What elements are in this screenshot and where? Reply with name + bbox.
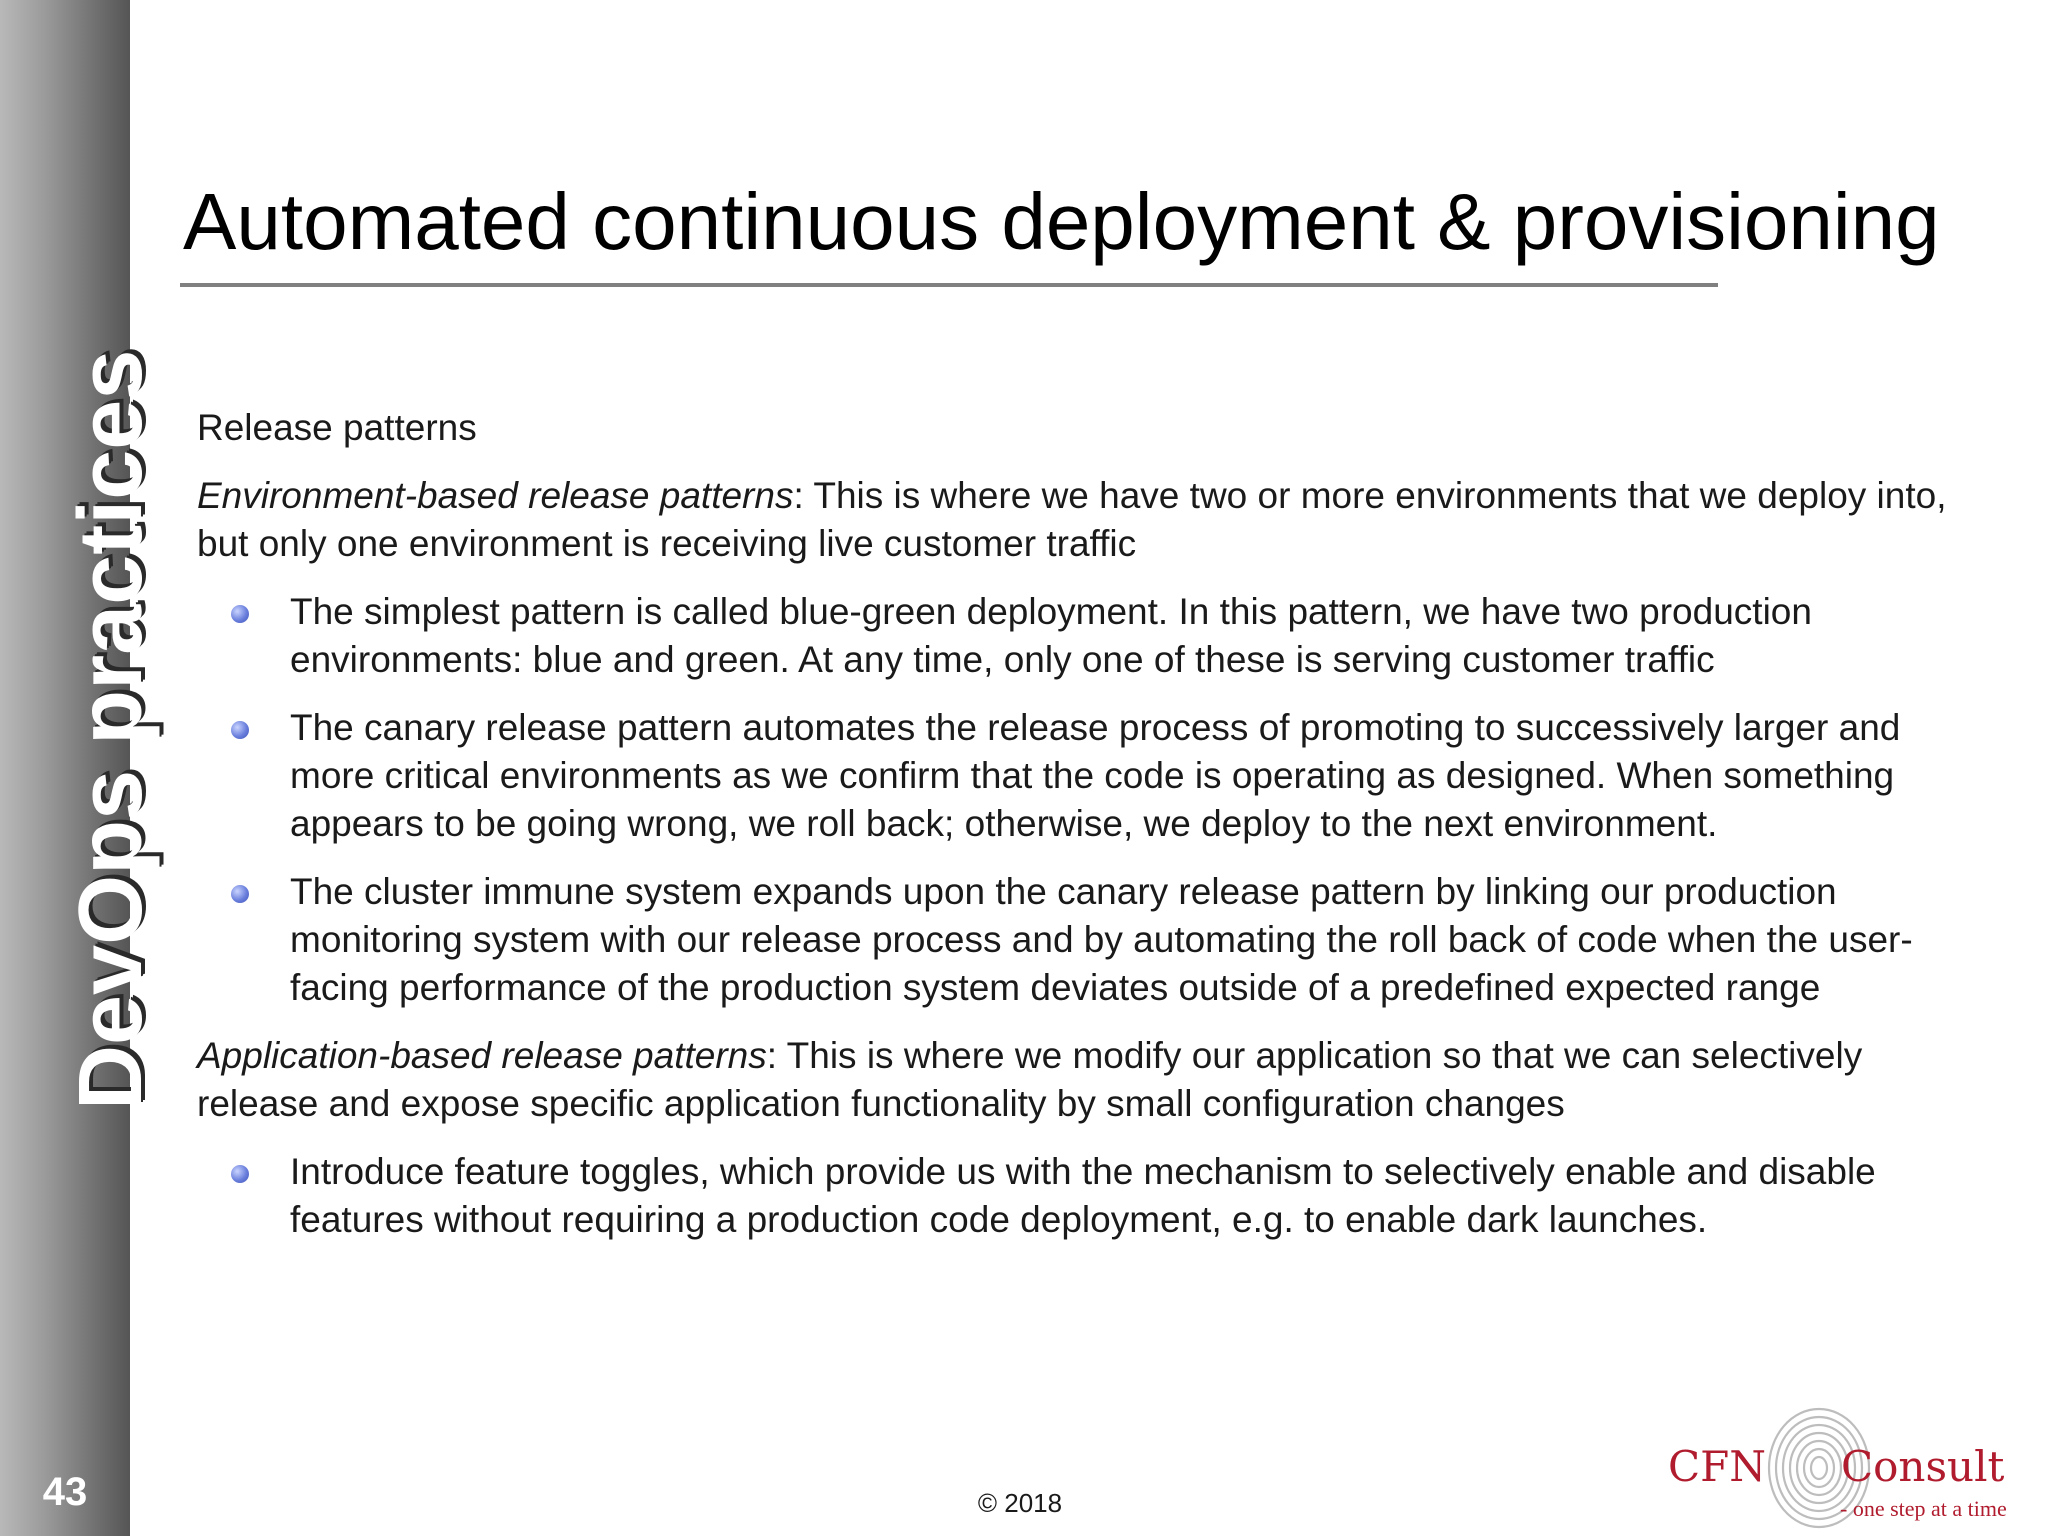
company-logo xyxy=(1668,1400,2028,1520)
circle-bullet-icon xyxy=(231,721,249,739)
app-based-paragraph xyxy=(197,1032,1967,1128)
bullet-text: The simplest pattern is called blue-green deployment. In this pattern, we have two production environments: blue and green. At any time, only one of these is serving customer traffic xyxy=(290,591,1812,680)
slide-title: Automated continuous deployment & provisioning xyxy=(183,177,1940,266)
sidebar xyxy=(0,0,161,1536)
title-underline xyxy=(180,283,1718,287)
circle-bullet-icon xyxy=(231,605,249,623)
bullet-item xyxy=(197,704,1967,848)
env-based-paragraph xyxy=(197,472,1967,568)
slide-content xyxy=(197,404,1967,1264)
logo-consult-text: Consult xyxy=(1841,1442,2005,1491)
app-based-text: : This is where we modify our application so that we can selectively release and expose specific application functionality by small configuration changes xyxy=(197,1035,1863,1124)
circle-bullet-icon xyxy=(231,885,249,903)
circle-bullet-icon xyxy=(231,1165,249,1183)
copyright: © 2018 xyxy=(977,1488,1063,1518)
bullet-item xyxy=(197,868,1967,1012)
app-based-label: Application-based release patterns xyxy=(197,1035,767,1076)
bullet-text: The canary release pattern automates the release process of promoting to successively larger and more critical environments as we confirm that the code is operating as designed. When something appears to be going wrong, we roll back; otherwise, we deploy to the next environment. xyxy=(290,707,1901,844)
page-number: 43 xyxy=(42,1470,88,1514)
bullet-item xyxy=(197,588,1967,684)
bullet-item xyxy=(197,1148,1967,1244)
sidebar-title: DevOps practices xyxy=(61,349,161,1110)
bullet-text: The cluster immune system expands upon the canary release pattern by linking our production monitoring system with our release process and by automating the roll back of code when the user-facing performance of the production system deviates outside of a predefined expected range xyxy=(290,871,1913,1008)
env-based-text: : This is where we have two or more environments that we deploy into, but only one environment is receiving live customer traffic xyxy=(197,475,1947,564)
section-heading: Release patterns xyxy=(197,407,477,448)
logo-tagline: - one step at a time xyxy=(1840,1496,2007,1521)
bullet-text: Introduce feature toggles, which provide us with the mechanism to selectively enable and disable features without requiring a production code deployment, e.g. to enable dark launches. xyxy=(290,1151,1876,1240)
env-based-label: Environment-based release patterns xyxy=(197,475,794,516)
logo-cfn-text: CFN xyxy=(1668,1442,1767,1491)
